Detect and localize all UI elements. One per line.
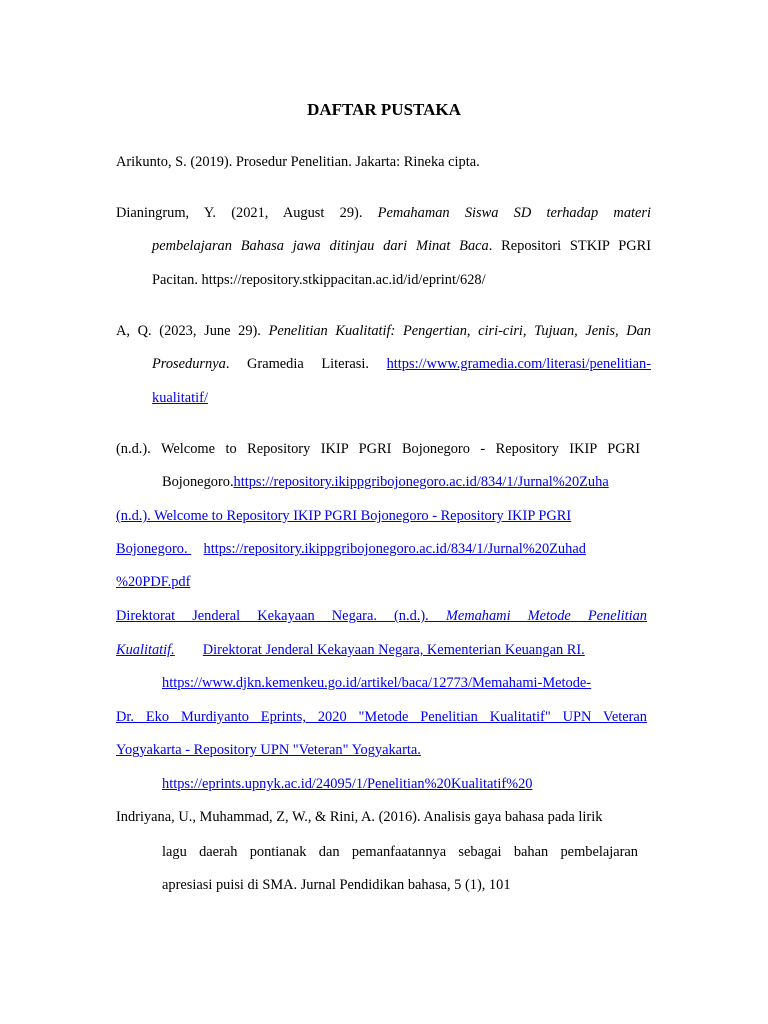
- reference-url: Pacitan. https://repository.stkippacitan.ac.id/id/eprint/628/: [152, 272, 486, 288]
- reference-arikunto: [116, 153, 480, 171]
- reference-author: Dianingrum, Y. (2021, August 29).: [116, 205, 363, 221]
- page-title: DAFTAR PUSTAKA: [307, 100, 461, 119]
- link-spacer: [175, 641, 203, 659]
- reference-indriyana-line1: [116, 808, 602, 826]
- reference-upn-line1[interactable]: [116, 708, 647, 726]
- reference-publisher: Direktorat Jenderal Kekayaan Negara, Kementerian Keuangan RI.: [202, 642, 585, 658]
- reference-djkn-line1[interactable]: [116, 607, 647, 625]
- reference-ikip-2-line1: [116, 507, 571, 525]
- reference-title: Kualitatif.: [116, 642, 175, 658]
- reference-link[interactable]: https://repository.ikippgribojonegoro.ac.id/834/1/Jurnal%20Zuhad: [203, 541, 586, 557]
- reference-text: Arikunto, S. (2019). Prosedur Penelitian. Jakarta: Rineka cipta.: [116, 154, 480, 170]
- reference-link[interactable]: (n.d.). Welcome to Repository IKIP PGRI Bojonegoro - Repository IKIP PGRI: [116, 508, 572, 524]
- reference-publisher: . Repositori STKIP PGRI: [488, 238, 651, 254]
- reference-djkn-line3[interactable]: [116, 674, 591, 692]
- reference-upn-line3[interactable]: [162, 775, 533, 793]
- reference-title: Pemahaman Siswa SD terhadap materi: [377, 205, 651, 221]
- reference-ikip-1-line1: [116, 440, 640, 458]
- reference-author: Direktorat Jenderal Kekayaan Negara. (n.d.).: [116, 608, 429, 624]
- reference-indriyana-line2: [162, 843, 638, 861]
- reference-indriyana-line3: [162, 876, 511, 894]
- reference-link[interactable]: kualitatif/: [152, 390, 208, 406]
- reference-link[interactable]: https://repository.ikippgribojonegoro.ac.id/834/1/Jurnal%20Zuha: [233, 474, 609, 490]
- reference-url: https://www.djkn.kemenkeu.go.id/artikel/baca/12773/Memahami-Metode-: [162, 675, 592, 691]
- reference-text: Yogyakarta - Repository UPN "Veteran" Yogyakarta.: [116, 742, 421, 758]
- reference-ikip-1-line2: [162, 473, 609, 491]
- link-spacer: [188, 540, 204, 558]
- reference-dianingrum-line2: [152, 237, 651, 255]
- reference-dianingrum-line3: [152, 271, 486, 289]
- reference-text: Bojonegoro.: [162, 474, 234, 490]
- reference-text: lagu daerah pontianak dan pemanfaatannya sebagai bahan pembelajaran: [162, 844, 638, 860]
- reference-gramedia-line2: [152, 355, 651, 373]
- reference-gramedia-line1: [116, 322, 651, 340]
- reference-text: Indriyana, U., Muhammad, Z, W., & Rini, A. (2016). Analisis gaya bahasa pada lirik: [116, 809, 603, 825]
- reference-upn-line2[interactable]: [116, 741, 421, 759]
- reference-link[interactable]: %20PDF.pdf: [116, 574, 191, 590]
- reference-ikip-2-line2: [116, 540, 586, 558]
- reference-title: Penelitian Kualitatif: Pengertian, ciri-ciri, Tujuan, Jenis, Dan: [268, 323, 651, 339]
- reference-gramedia-line3: [152, 389, 208, 407]
- reference-title: Prosedurnya: [152, 356, 226, 372]
- reference-ikip-2-line3: [116, 573, 190, 591]
- reference-text: apresiasi puisi di SMA. Jurnal Pendidikan bahasa, 5 (1), 101: [162, 877, 511, 893]
- reference-dianingrum-line1: [116, 204, 651, 222]
- reference-publisher: . Gramedia Literasi.: [225, 356, 369, 372]
- reference-title: pembelajaran Bahasa jawa ditinjau dari Minat Baca: [152, 238, 489, 254]
- reference-url: https://eprints.upnyk.ac.id/24095/1/Penelitian%20Kualitatif%20: [162, 776, 533, 792]
- reference-title: Memahami Metode Penelitian: [445, 608, 647, 624]
- reference-link[interactable]: https://www.gramedia.com/literasi/penelitian-: [386, 356, 651, 372]
- reference-link[interactable]: Bojonegoro.: [116, 541, 188, 557]
- reference-djkn-line2[interactable]: [116, 641, 585, 659]
- reference-text: Dr. Eko Murdiyanto Eprints, 2020 "Metode Penelitian Kualitatif" UPN Veteran: [116, 709, 647, 725]
- reference-text: (n.d.). Welcome to Repository IKIP PGRI Bojonegoro - Repository IKIP PGRI: [116, 441, 640, 457]
- link-spacer: [116, 674, 162, 692]
- reference-author: A, Q. (2023, June 29).: [116, 323, 261, 339]
